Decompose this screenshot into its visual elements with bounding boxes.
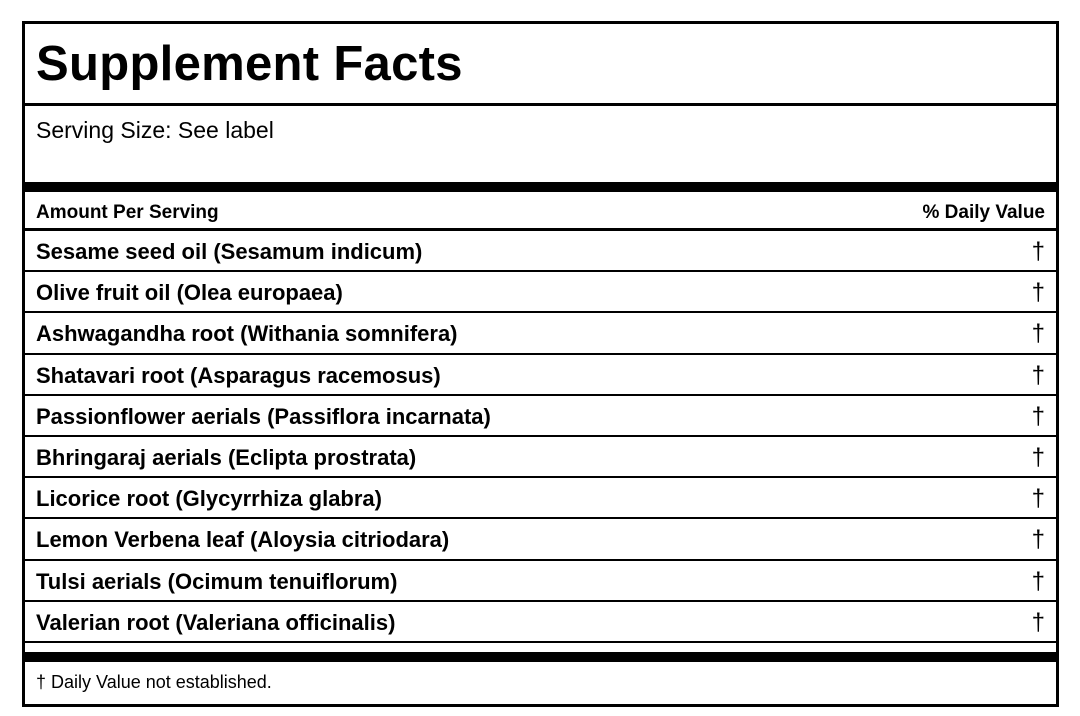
thick-divider-bottom [25,652,1056,662]
ingredient-row [25,355,1056,396]
ingredient-name: Licorice root (Glycyrrhiza glabra) [36,486,382,512]
daily-value-mark: † [1031,361,1045,389]
footnote: † Daily Value not established. [36,672,272,692]
amount-per-serving-header: Amount Per Serving [36,202,219,223]
ingredient-row [25,231,1056,272]
ingredient-name: Olive fruit oil (Olea europaea) [36,280,343,306]
ingredient-name: Tulsi aerials (Ocimum tenuiflorum) [36,568,398,594]
supplement-facts-panel [22,21,1059,707]
daily-value-mark: † [1031,320,1045,348]
serving-size: Serving Size: See label [36,117,274,143]
ingredient-name: Passionflower aerials (Passiflora incarnata) [36,403,491,429]
ingredient-row [25,478,1056,519]
daily-value-mark: † [1031,567,1045,595]
ingredient-list [25,231,1056,643]
ingredient-name: Shatavari root (Asparagus racemosus) [36,362,441,388]
daily-value-mark: † [1031,526,1045,554]
daily-value-mark: † [1031,608,1045,636]
ingredient-row [25,519,1056,560]
ingredient-name: Ashwagandha root (Withania somnifera) [36,321,458,347]
daily-value-mark: † [1031,443,1045,471]
ingredient-row [25,437,1056,478]
ingredient-name: Lemon Verbena leaf (Aloysia citriodara) [36,527,450,553]
ingredient-row [25,313,1056,354]
daily-value-mark: † [1031,238,1045,265]
daily-value-mark: † [1031,402,1045,430]
ingredient-row [25,602,1056,643]
panel-title: Supplement Facts [36,37,463,91]
daily-value-mark: † [1031,485,1045,513]
daily-value-mark: † [1031,279,1045,307]
ingredient-name: Bhringaraj aerials (Eclipta prostrata) [36,444,417,470]
ingredient-name: Valerian root (Valeriana officinalis) [36,609,396,635]
ingredient-name: Sesame seed oil (Sesamum indicum) [36,239,423,264]
thick-divider-top [25,182,1056,192]
ingredient-row [25,272,1056,313]
ingredient-row [25,561,1056,602]
daily-value-header: % Daily Value [922,202,1045,223]
column-header-row [25,192,1056,231]
title-divider [25,103,1056,106]
ingredient-row [25,396,1056,437]
